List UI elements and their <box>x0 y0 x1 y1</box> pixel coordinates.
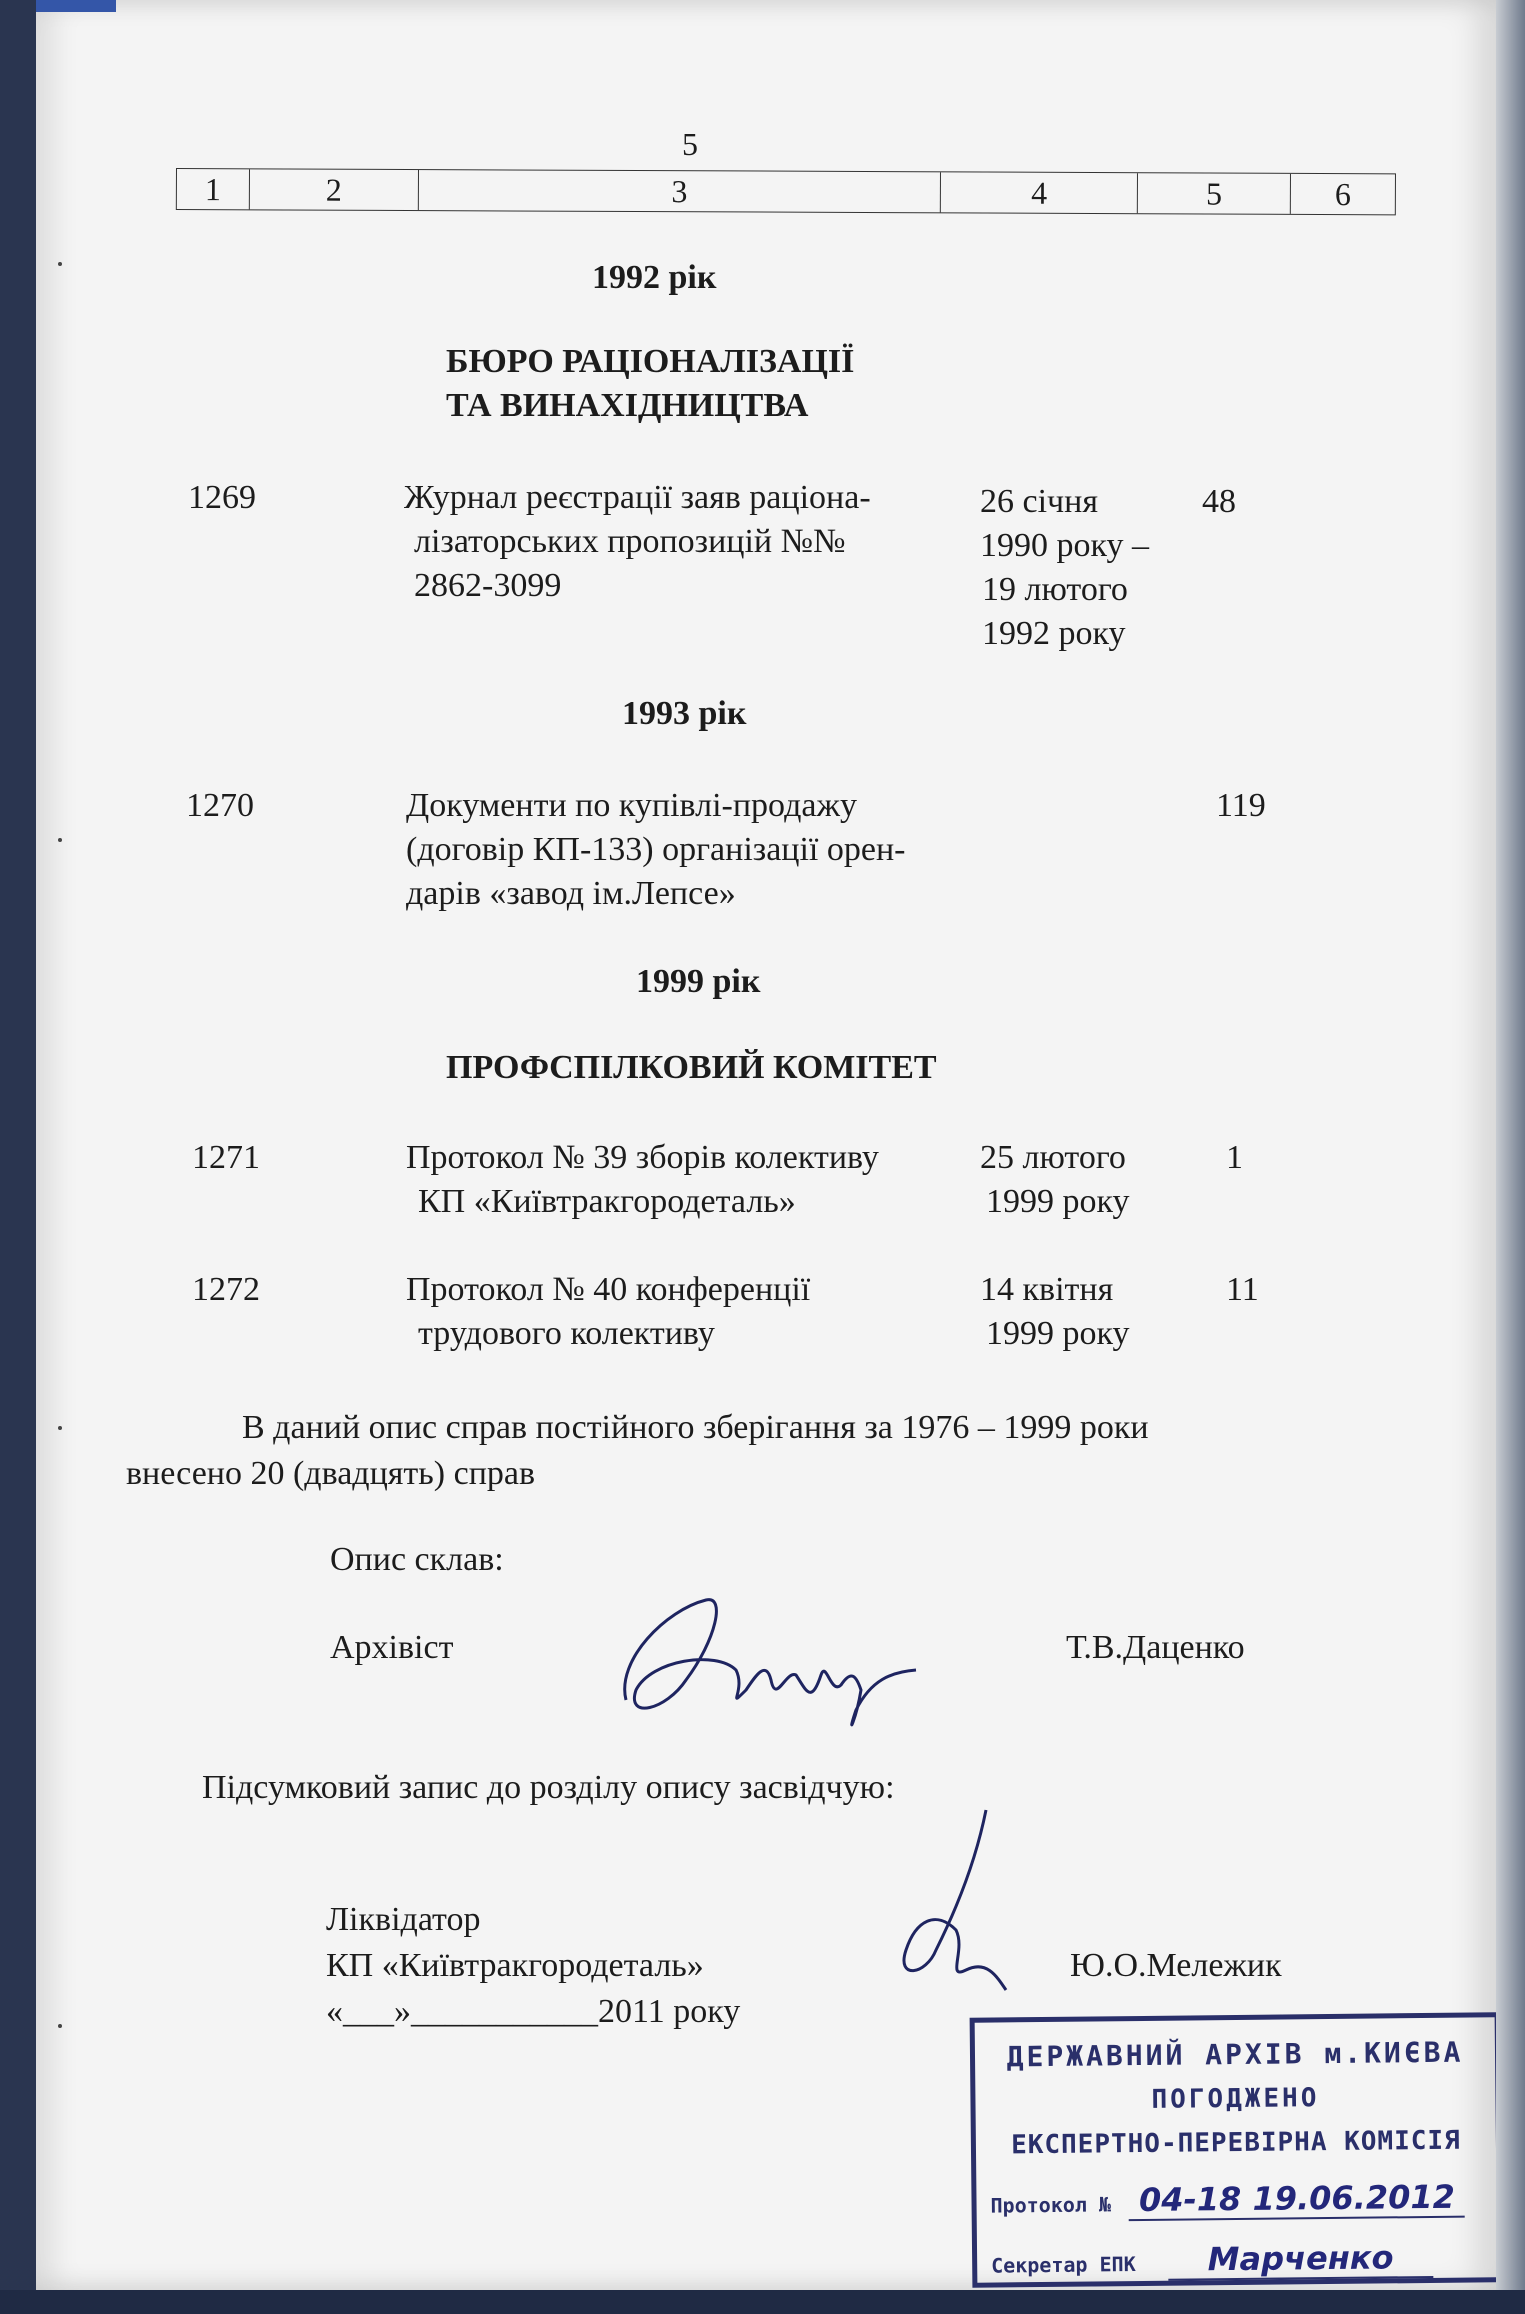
compiled-label: Опис склав: <box>330 1541 504 1578</box>
margin-dot <box>58 262 62 266</box>
case-date-line: 1999 року <box>986 1315 1130 1352</box>
liquidator-signature <box>866 1800 1036 2000</box>
stamp-secretary-label: Секретар ЕПК <box>991 2252 1136 2278</box>
stamp-secretary-row <box>991 2237 1496 2280</box>
stamp-archive-name: ДЕРЖАВНИЙ АРХІВ м.КИЄВА <box>1006 2035 1464 2074</box>
margin-dot <box>58 838 62 842</box>
archivist-signature <box>606 1580 936 1740</box>
case-sheets: 1 <box>1226 1139 1243 1176</box>
case-title-line: лізаторських пропозицій №№ <box>414 523 846 560</box>
page-number: 5 <box>682 126 698 162</box>
archivist-label: Архівіст <box>330 1629 454 1666</box>
case-title-line: Журнал реєстрації заяв раціона- <box>404 479 871 516</box>
case-date-line: 1999 року <box>986 1183 1130 1220</box>
case-sheets: 48 <box>1202 483 1236 520</box>
column-header-row <box>176 168 1396 215</box>
stamp-secretary-signature: Марченко <box>1167 2238 1433 2281</box>
case-title-line: Протокол № 40 конференції <box>406 1271 811 1308</box>
liquidator-label: Ліквідатор <box>326 1901 481 1938</box>
column-header: 2 <box>250 169 419 210</box>
certify-text: Підсумковий запис до розділу опису засвідчую: <box>202 1769 895 1806</box>
summary-text: внесено 20 (двадцять) справ <box>126 1455 536 1492</box>
case-date-line: 26 січня <box>980 483 1098 520</box>
liquidator-org: КП «Київтракгородеталь» <box>326 1947 704 1984</box>
department-heading: ПРОФСПІЛКОВИЙ КОМІТЕТ <box>446 1049 937 1086</box>
case-title-line: 2862-3099 <box>414 567 562 604</box>
case-title-line: Документи по купівлі-продажу <box>406 787 857 824</box>
column-header: 6 <box>1334 176 1352 213</box>
column-header: 4 <box>941 172 1138 213</box>
case-date-line: 25 лютого <box>980 1139 1126 1176</box>
year-heading: 1992 рік <box>592 259 717 296</box>
column-header: 1 <box>177 169 250 209</box>
case-date-line: 14 квітня <box>980 1271 1114 1308</box>
liquidator-name: Ю.О.Мележик <box>1070 1947 1282 1984</box>
column-header: 3 <box>419 170 942 212</box>
year-heading: 1993 рік <box>622 695 747 732</box>
case-title-line: КП «Київтракгородеталь» <box>418 1183 796 1220</box>
case-sheets: 11 <box>1226 1271 1259 1308</box>
case-sheets: 119 <box>1216 787 1266 824</box>
approval-stamp <box>970 2012 1496 2288</box>
margin-dot <box>58 1426 62 1430</box>
case-number: 1272 <box>192 1271 260 1308</box>
case-date-line: 19 лютого <box>982 571 1128 608</box>
case-title-line: Протокол № 39 зборів колективу <box>406 1139 879 1176</box>
stamp-approved: ПОГОДЖЕНО <box>1151 2083 1320 2115</box>
archivist-name: Т.В.Даценко <box>1066 1629 1245 1666</box>
summary-text: В даний опис справ постійного зберігання за 1976 – 1999 роки <box>242 1409 1149 1446</box>
department-heading: БЮРО РАЦІОНАЛІЗАЦІЇ <box>446 343 855 380</box>
stamp-protocol-label: Протокол № <box>990 2192 1112 2218</box>
stamp-commission: ЕКСПЕРТНО-ПЕРЕВІРНА КОМІСІЯ <box>1010 2125 1461 2161</box>
department-heading: ТА ВИНАХІДНИЦТВА <box>446 387 809 424</box>
document-page <box>36 0 1496 2290</box>
stamp-protocol-value: 04-18 19.06.2012 <box>1129 2178 1465 2222</box>
case-number: 1271 <box>192 1139 260 1176</box>
year-heading: 1999 рік <box>636 963 761 1000</box>
case-number: 1269 <box>188 479 256 516</box>
bottom-edge <box>0 2290 1525 2314</box>
margin-dot <box>58 2024 62 2028</box>
case-title-line: трудового колективу <box>418 1315 715 1352</box>
case-number: 1270 <box>186 787 254 824</box>
case-date-line: 1990 року – <box>980 527 1150 564</box>
page-edge <box>1496 0 1525 2314</box>
case-title-line: дарів «завод ім.Лепсе» <box>406 875 736 912</box>
date-line: «___»___________2011 року <box>326 1993 741 2030</box>
case-date-line: 1992 року <box>982 615 1126 652</box>
case-title-line: (договір КП-133) організації орен- <box>406 831 906 868</box>
stamp-protocol-row <box>990 2177 1496 2220</box>
binding-tab <box>36 0 116 12</box>
column-header: 5 <box>1138 173 1291 214</box>
